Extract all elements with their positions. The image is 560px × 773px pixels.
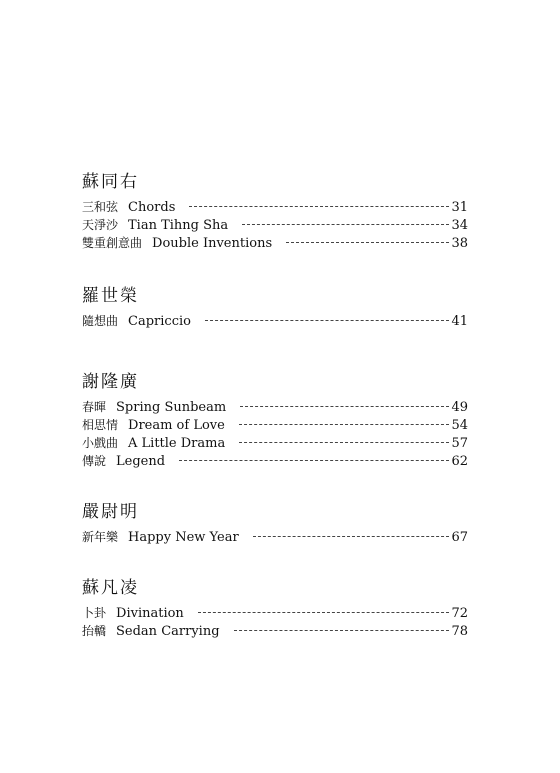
dot-leader: [240, 406, 449, 407]
title-english: Divination: [116, 606, 184, 621]
title-english: Tian Tihng Sha: [128, 218, 229, 233]
section-xie-longguang: [82, 370, 468, 470]
section-luo-shirong: [82, 284, 468, 330]
title-english: Legend: [116, 454, 166, 469]
dot-leader: [234, 630, 450, 631]
dot-leader: [189, 206, 449, 207]
page-number: 31: [451, 200, 468, 215]
section-su-tongyou: [82, 170, 468, 252]
toc-entry[interactable]: [82, 452, 468, 470]
title-english: Spring Sunbeam: [116, 400, 227, 415]
section-yan-weiming: [82, 500, 468, 546]
toc-entry[interactable]: [82, 234, 468, 252]
title-chinese: 相思情: [82, 418, 119, 432]
page-number: 54: [451, 418, 468, 433]
dot-leader: [286, 242, 449, 243]
toc-entry[interactable]: [82, 398, 468, 416]
title-chinese: 雙重創意曲: [82, 236, 143, 250]
page-number: 38: [451, 236, 468, 251]
toc-entry[interactable]: [82, 198, 468, 216]
title-chinese: 傳說: [82, 454, 107, 468]
title-english: Dream of Love: [128, 418, 225, 433]
title-english: Chords: [128, 200, 176, 215]
title-chinese: 三和弦: [82, 200, 119, 214]
title-english: Double Inventions: [152, 236, 273, 251]
title-chinese: 小戲曲: [82, 436, 119, 450]
title-english: Happy New Year: [128, 530, 239, 545]
page-number: 57: [451, 436, 468, 451]
title-chinese: 天淨沙: [82, 218, 119, 232]
toc-entry[interactable]: [82, 416, 468, 434]
toc-entry[interactable]: [82, 216, 468, 234]
dot-leader: [179, 460, 449, 461]
dot-leader: [239, 424, 450, 425]
dot-leader: [198, 612, 450, 613]
composer-name: 羅世榮: [82, 286, 139, 306]
title-chinese: 抬轎: [82, 624, 107, 638]
dot-leader: [242, 224, 449, 225]
page-number: 78: [451, 624, 468, 639]
page-number: 34: [451, 218, 468, 233]
title-chinese: 隨想曲: [82, 314, 119, 328]
section-su-fanling: [82, 576, 468, 640]
dot-leader: [253, 536, 450, 537]
composer-name: 蘇同右: [82, 172, 139, 192]
title-english: Capriccio: [128, 314, 191, 329]
page-number: 62: [451, 454, 468, 469]
toc-entry[interactable]: [82, 434, 468, 452]
title-english: Sedan Carrying: [116, 624, 220, 639]
page-number: 41: [451, 314, 468, 329]
title-chinese: 卜卦: [82, 606, 107, 620]
page-number: 49: [451, 400, 468, 415]
title-english: A Little Drama: [128, 436, 226, 451]
dot-leader: [205, 320, 450, 321]
toc-entry[interactable]: [82, 622, 468, 640]
page-number: 67: [451, 530, 468, 545]
toc-entry[interactable]: [82, 528, 468, 546]
toc-entry[interactable]: [82, 604, 468, 622]
title-chinese: 春暉: [82, 400, 107, 414]
composer-name: 謝隆廣: [82, 372, 139, 392]
toc-entry[interactable]: [82, 312, 468, 330]
title-chinese: 新年樂: [82, 530, 119, 544]
dot-leader: [239, 442, 449, 443]
composer-name: 嚴尉明: [82, 502, 139, 522]
page-number: 72: [451, 606, 468, 621]
composer-name: 蘇凡凌: [82, 578, 139, 598]
